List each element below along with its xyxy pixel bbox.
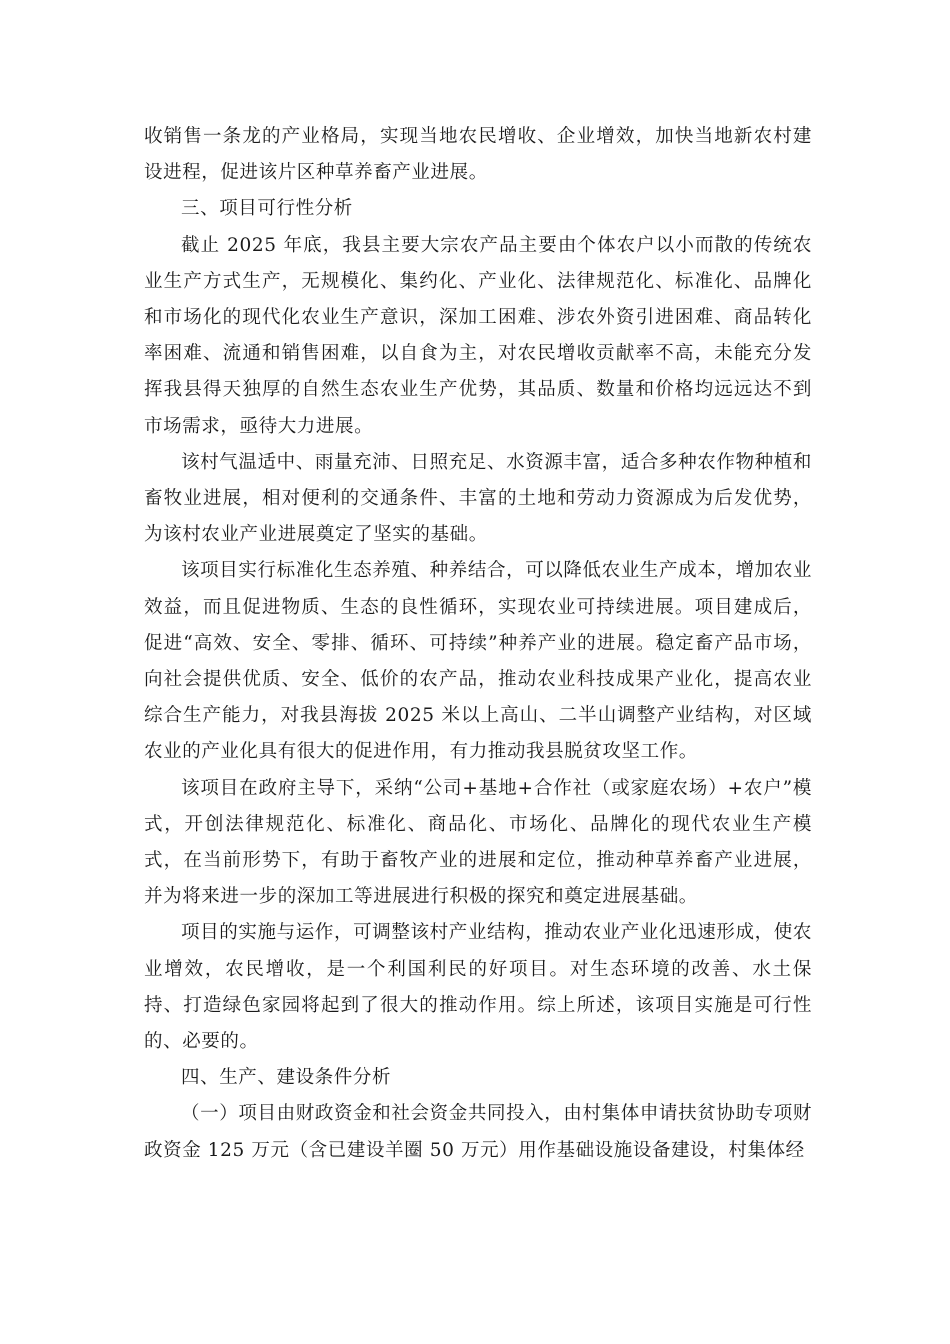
section-heading-feasibility: 三、项目可行性分析 bbox=[181, 198, 353, 220]
paragraph-continuation: 收销售一条龙的产业格局，实现当地农民增收、企业增效，加快当地新农村建设进程，促进该片区种草养畜产业进展。 bbox=[144, 126, 812, 184]
document-body bbox=[144, 119, 812, 1169]
paragraph-business-model: 该项目在政府主导下，采纳“公司+基地+合作社（或家庭农场）+农户”模式，开创法律规范化、标准化、商品化、市场化、品牌化的现代农业生产模式，在当前形势下，有助于畜牧产业的进展和定位，推动种草养畜产业进展，并为将来进一步的深加工等进展进行积极的探究和奠定进展基础。 bbox=[144, 777, 812, 908]
paragraph-conclusion: 项目的实施与运作，可调整该村产业结构，推动农业产业化迅速形成，使农业增效，农民增收，是一个利国利民的好项目。对生态环境的改善、水土保持、打造绿色家园将起到了很大的推动作用。综上所述，该项目实施是可行性的、必要的。 bbox=[144, 922, 812, 1053]
paragraph-funding: （一）项目由财政资金和社会资金共同投入，由村集体申请扶贫协助专项财政资金 125 万元（含已建设羊圈 50 万元）用作基础设施设备建设，村集体经 bbox=[144, 1103, 812, 1161]
paragraph-ecological-benefits: 该项目实行标准化生态养殖、种养结合，可以降低农业生产成本，增加农业效益，而且促进物质、生态的良性循环，实现农业可持续进展。项目建成后，促进“高效、安全、零排、循环、可持续”种养产业的进展。稳定畜产品市场，向社会提供优质、安全、低价的农产品，推动农业科技成果产业化，提高农业综合生产能力，对我县海拔 2025 米以上高山、二半山调整产业结构，对区域农业的产业化具有很大的促进作用，有力推动我县脱贫攻坚工作。 bbox=[144, 560, 812, 763]
paragraph-natural-conditions: 该村气温适中、雨量充沛、日照充足、水资源丰富，适合多种农作物种植和畜牧业进展，相对便利的交通条件、丰富的土地和劳动力资源成为后发优势，为该村农业产业进展奠定了坚实的基础。 bbox=[144, 451, 812, 546]
section-heading-production-conditions: 四、生产、建设条件分析 bbox=[181, 1067, 392, 1089]
paragraph-current-situation: 截止 2025 年底，我县主要大宗农产品主要由个体农户以小而散的传统农业生产方式生产，无规模化、集约化、产业化、法律规范化、标准化、品牌化和市场化的现代化农业生产意识，深加工困难、涉农外资引进困难、商品转化率困难、流通和销售困难，以自食为主，对农民增收贡献率不高，未能充分发挥我县得天独厚的自然生态农业生产优势，其品质、数量和价格均远远达不到市场需求，亟待大力进展。 bbox=[144, 234, 812, 437]
